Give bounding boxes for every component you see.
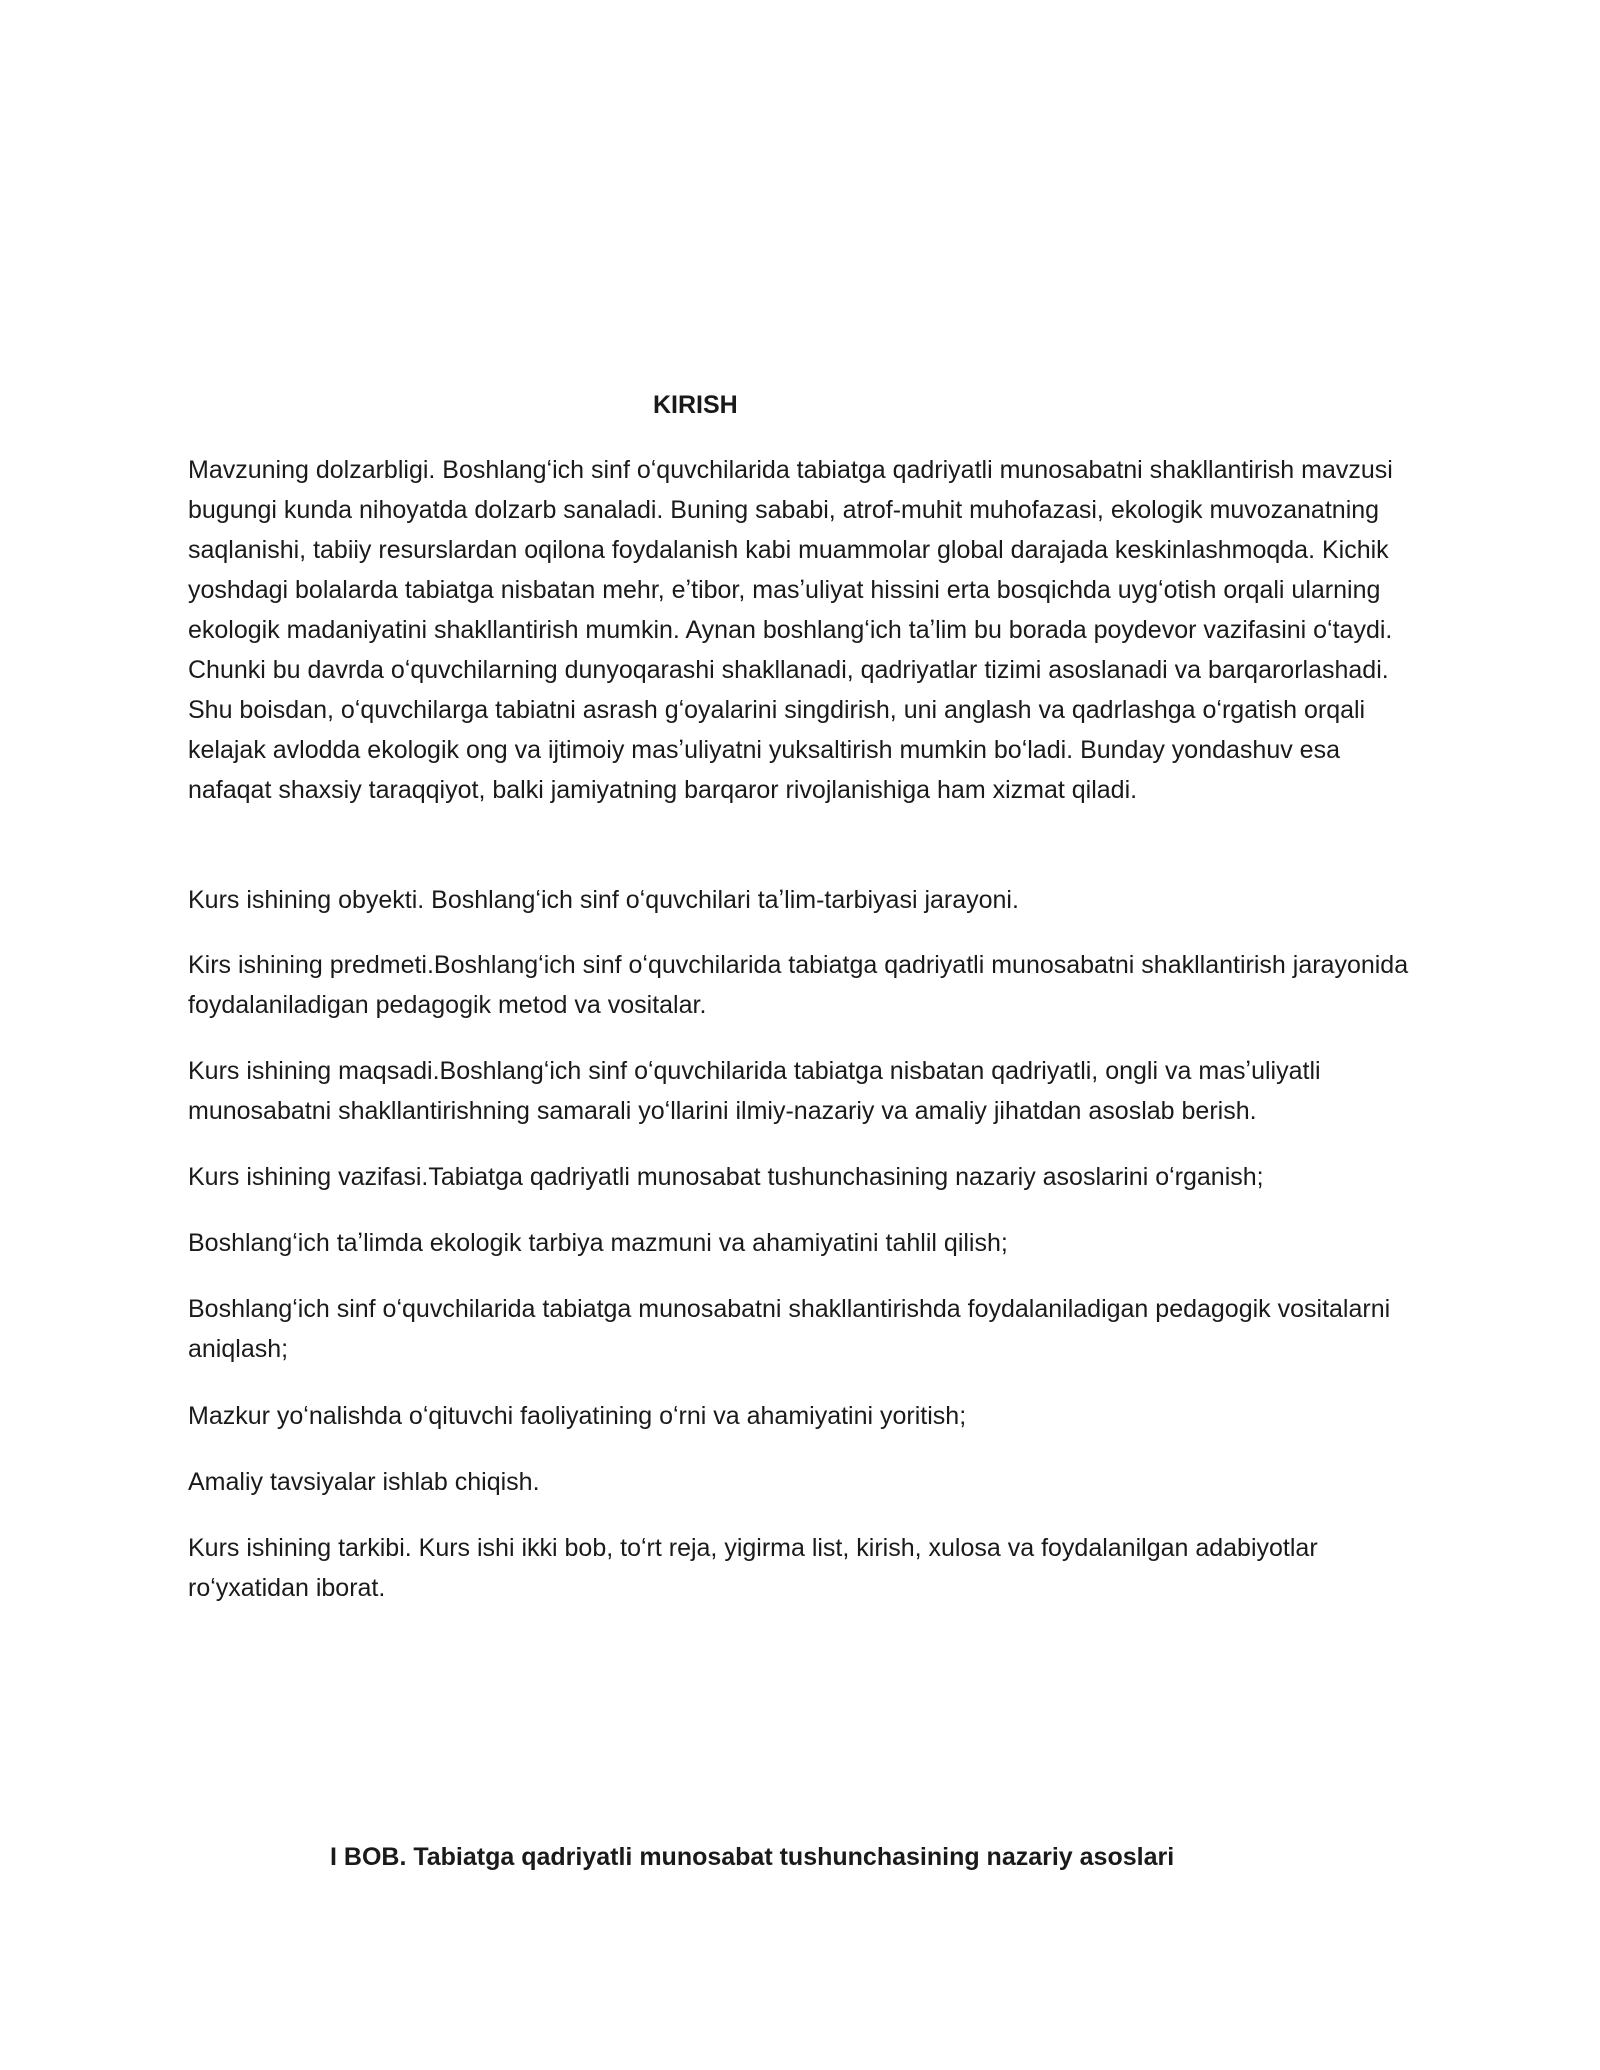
structure-paragraph: Kurs ishining tarkibi. Kurs ishi ikki bob, toʻrt reja, yigirma list, kirish, xulosa va foydalanilgan adabiyotlar roʻyxatidan iborat. xyxy=(188,1534,1318,1602)
task-item-2: Boshlangʻich taʼlimda ekologik tarbiya mazmuni va ahamiyatini tahlil qilish; xyxy=(188,1229,1008,1257)
task-item-5: Amaliy tavsiyalar ishlab chiqish. xyxy=(188,1468,540,1496)
relevance-paragraph: Mavzuning dolzarbligi. Boshlangʻich sinf oʻquvchilarida tabiatga qadriyatli munosabatni shakllantirish mavzusi bugungi kunda nihoyatda dolzarb sanaladi. Buning sababi, atrof-muhit muhofazasi, ekologik muvozanatning saqlanishi, tabiiy resurslardan oqilona foydalanish kabi muammolar global darajada keskinlashmoqda. Kichik yoshdagi bolalarda tabiatga nisbatan mehr, eʼtibor, masʼuliyat hissini erta bosqichda uygʻotish orqali ularning ekologik madaniyatini shakllantirish mumkin. Aynan boshlangʻich taʼlim bu borada poydevor vazifasini oʻtaydi. Chunki bu davrda oʻquvchilarning dunyoqarashi shakllanadi, qadriyatlar tizimi asoslanadi va barqarorlashadi. Shu boisdan, oʻquvchilarga tabiatni asrash gʻoyalarini singdirish, uni anglash va qadrlashga oʻrgatish orqali kelajak avlodda ekologik ong va ijtimoiy masʼuliyatni yuksaltirish mumkin boʻladi. Bunday yondashuv esa nafaqat shaxsiy taraqqiyot, balki jamiyatning barqaror rivojlanishiga ham xizmat qiladi. xyxy=(188,456,1393,804)
task-item-4: Mazkur yoʻnalishda oʻqituvchi faoliyatining oʻrni va ahamiyatini yoritish; xyxy=(188,1402,967,1430)
object-paragraph: Kurs ishining obyekti. Boshlangʻich sinf oʻquvchilari taʼlim-tarbiyasi jarayoni. xyxy=(188,886,1019,914)
intro-heading: KIRISH xyxy=(653,391,738,419)
task-item-3: Boshlangʻich sinf oʻquvchilarida tabiatga munosabatni shakllantirishda foydalaniladigan pedagogik vositalarni aniqlash; xyxy=(188,1295,1391,1363)
chapter-heading: I BOB. Tabiatga qadriyatli munosabat tushunchasining nazariy asoslari xyxy=(330,1843,1175,1871)
tasks-paragraph: Kurs ishining vazifasi.Tabiatga qadriyatli munosabat tushunchasining nazariy asoslarini oʻrganish; xyxy=(188,1163,1264,1191)
goal-paragraph: Kurs ishining maqsadi.Boshlangʻich sinf oʻquvchilarida tabiatga nisbatan qadriyatli, ongli va masʼuliyatli munosabatni shakllantirishning samarali yoʻllarini ilmiy-nazariy va amaliy jihatdan asoslab berish. xyxy=(188,1057,1321,1125)
subject-paragraph: Kirs ishining predmeti.Boshlangʻich sinf oʻquvchilarida tabiatga qadriyatli munosabatni shakllantirish jarayonida foydalaniladigan pedagogik metod va vositalar. xyxy=(188,951,1409,1019)
